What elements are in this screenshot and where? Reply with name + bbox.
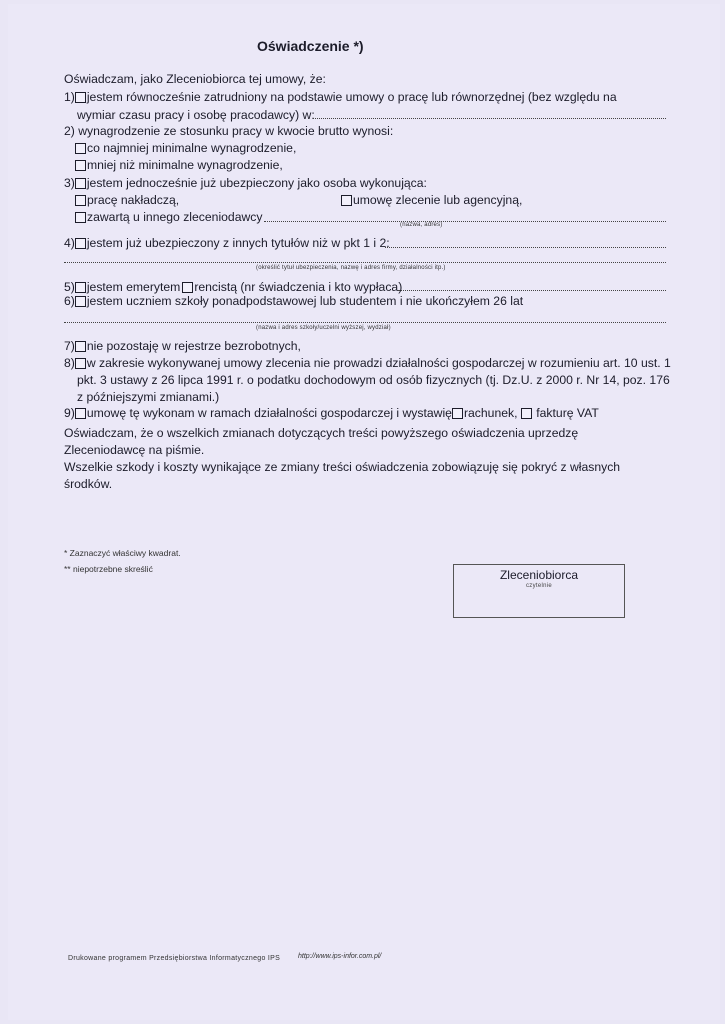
item-8-checkbox[interactable] [75, 358, 86, 369]
item-4-label: jestem już ubezpieczony z innych tytułów niż w pkt 1 i 2: [86, 236, 390, 250]
item-3-checkbox[interactable] [75, 178, 86, 189]
item-2-option-less [75, 158, 283, 173]
document-page [8, 4, 720, 1020]
item-4 [64, 236, 390, 251]
closing-text-1: Oświadczam, że o wszelkich zmianach dotyczących treści powyższego oświadczenia uprzedzę [64, 426, 579, 440]
signature-box[interactable] [453, 564, 625, 618]
item-9-label: umowę tę wykonam w ramach działalności gospodarczej i wystawię [86, 406, 452, 420]
item-3-label: jestem jednocześnie już ubezpieczony jako osoba wykonująca: [86, 176, 427, 190]
item-1-label-cont: wymiar czasu pracy i osobę pracodawcy) w: [77, 108, 315, 122]
contract-checkbox[interactable] [341, 195, 352, 206]
item-9-number: 9) [64, 406, 75, 420]
footer-printed-by: Drukowane programem Przedsiębiorstwa Informatycznego IPS [68, 955, 281, 962]
benefit-field[interactable] [398, 290, 666, 291]
school-field[interactable] [64, 322, 666, 323]
disability-checkbox[interactable] [182, 282, 193, 293]
pensioner-checkbox[interactable] [75, 282, 86, 293]
disability-label: rencistą (nr świadczenia i kto wypłaca) [194, 280, 403, 294]
item-4-checkbox[interactable] [75, 238, 86, 249]
invoice-vat-label: fakturę VAT [536, 406, 599, 420]
pensioner-label: jestem emerytem [86, 280, 181, 294]
item-3-option-outwork [75, 193, 179, 208]
other-client-field[interactable] [264, 221, 666, 222]
page-title: Oświadczenie *) [257, 38, 364, 54]
item-2-option-min [75, 141, 296, 156]
salary-min-label: co najmniej minimalne wynagrodzenie, [87, 141, 297, 155]
contract-label: umowę zlecenie lub agencyjną, [353, 193, 523, 207]
item-3 [64, 176, 427, 191]
item-8-label-cont-2: z późniejszymi zmianami.) [77, 390, 220, 404]
closing-text-2: Zleceniodawcę na piśmie. [64, 443, 205, 457]
item-7 [64, 339, 301, 354]
item-9-checkbox[interactable] [75, 408, 86, 419]
item-2-label: 2) wynagrodzenie ze stosunku pracy w kwocie brutto wynosi: [64, 124, 394, 138]
item-7-label: nie pozostaję w rejestrze bezrobotnych, [86, 339, 301, 353]
item-6-number: 6) [64, 294, 75, 308]
item-3-number: 3) [64, 176, 75, 190]
item-1 [64, 90, 617, 105]
item-8-number: 8) [64, 356, 75, 370]
footnote-1: * Zaznaczyć właściwy kwadrat. [64, 548, 181, 558]
item-4-caption: (określić tytuł ubezpieczenia, nazwę i adres firmy, działalności itp.) [256, 265, 446, 271]
closing-text-4: środków. [64, 477, 113, 491]
other-insurance-field[interactable] [385, 247, 666, 248]
item-9 [64, 406, 599, 421]
item-8 [64, 356, 671, 371]
footnote-2: ** niepotrzebne skreślić [64, 564, 153, 574]
item-1-label: jestem równocześnie zatrudniony na podstawie umowy o pracę lub równorzędnej (bez względu na [86, 90, 617, 104]
item-4-number: 4) [64, 236, 75, 250]
intro-text: Oświadczam, jako Zleceniobiorca tej umowy, że: [64, 72, 326, 86]
signature-title: Zleceniobiorca [499, 568, 579, 582]
item-7-checkbox[interactable] [75, 341, 86, 352]
other-insurance-field-2[interactable] [64, 262, 666, 263]
invoice-bill-label: rachunek, [463, 406, 518, 420]
item-8-label-cont: pkt. 3 ustawy z 26 lipca 1991 r. o podatku dochodowym od osób fizycznych (tj. Dz.U. z 2000 r. Nr 14, poz. 176 [77, 373, 670, 387]
salary-min-checkbox[interactable] [75, 143, 86, 154]
item-8-label: w zakresie wykonywanej umowy zlecenia nie prowadzi działalności gospodarczej w rozumieniu art. 10 ust. 1 [86, 356, 671, 370]
item-6-checkbox[interactable] [75, 296, 86, 307]
salary-less-label: mniej niż minimalne wynagrodzenie, [87, 158, 283, 172]
item-3-option-other [75, 210, 262, 225]
other-client-label: zawartą u innego zleceniodawcy [87, 210, 263, 224]
signature-subtitle: czytelnie [525, 583, 553, 589]
item-5 [64, 280, 402, 295]
item-6-caption: (nazwa i adres szkoły/uczelni wyższej, wydział) [256, 325, 391, 331]
item-5-number: 5) [64, 280, 75, 294]
item-7-number: 7) [64, 339, 75, 353]
item-6 [64, 294, 523, 309]
item-6-label: jestem uczniem szkoły ponadpodstawowej lub studentem i nie ukończyłem 26 lat [86, 294, 524, 308]
outwork-label: pracę nakładczą, [87, 193, 180, 207]
item-3-caption: (nazwa, adres) [400, 222, 443, 228]
closing-text-3: Wszelkie szkody i koszty wynikające ze zmiany treści oświadczenia zobowiązuję się pokryć z własnych [64, 460, 621, 474]
invoice-vat-checkbox[interactable] [521, 408, 532, 419]
employer-field[interactable] [313, 118, 666, 119]
outwork-checkbox[interactable] [75, 195, 86, 206]
salary-less-checkbox[interactable] [75, 160, 86, 171]
footer-url: http://www.ips-infor.com.pl/ [298, 953, 382, 960]
item-3-option-contract [341, 193, 522, 208]
item-1-checkbox[interactable] [75, 92, 86, 103]
invoice-bill-checkbox[interactable] [452, 408, 463, 419]
item-1-number: 1) [64, 90, 75, 104]
other-client-checkbox[interactable] [75, 212, 86, 223]
